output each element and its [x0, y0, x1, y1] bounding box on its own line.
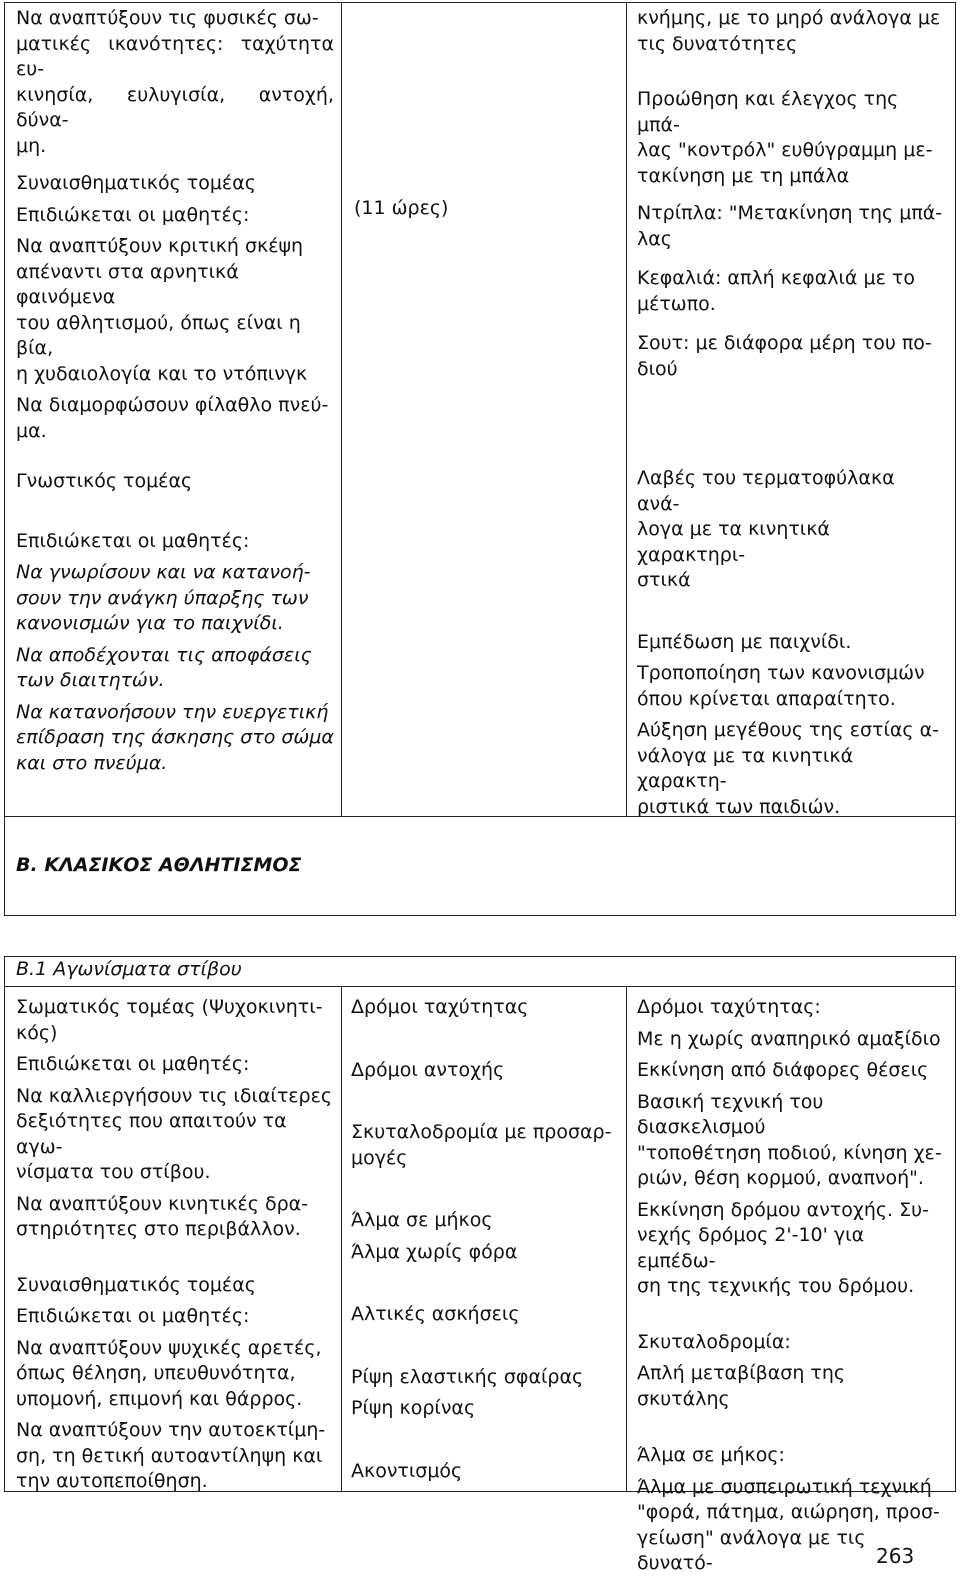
text-line: νεχής δρόμος 2'-10' για εμπέδω-	[637, 1224, 865, 1272]
text-line: μη.	[16, 134, 47, 157]
text-line: ματικές ικανότητες: ταχύτητα ευ-	[16, 32, 334, 80]
text-line: δεξιότητες που απαιτούν τα αγω-	[16, 1110, 287, 1158]
text-line: Σωματικός τομέας (Ψυχοκινητι-	[16, 996, 323, 1018]
text-line: σουν την ανάγκη ύπαρξης των	[16, 586, 309, 609]
text-line: Επιδιώκεται οι μαθητές:	[16, 203, 250, 226]
text-line: Να αναπτύξουν τις φυσικές σω-	[16, 7, 319, 29]
text-line: Ρίψη κορίνας	[351, 1397, 476, 1419]
text-line: την αυτοπεποίθηση.	[16, 1470, 208, 1492]
text-line: Δρόμοι ταχύτητας:	[637, 996, 821, 1018]
table-top-col-divider-2	[626, 2, 627, 817]
table-bottom-col-divider-1	[341, 986, 342, 1492]
text-line: Να καλλιεργήσουν τις ιδιαίτερες	[16, 1084, 333, 1107]
text-line: νάλογα με τα κινητικά χαρακτη-	[637, 744, 854, 792]
text-line: των διαιτητών.	[16, 669, 165, 691]
text-line: Με η χωρίς αναπηρικό αμαξίδιο	[637, 1027, 941, 1050]
text-line: διού	[637, 357, 678, 380]
text-line: γείωση" ανάλογα με τις δυνατό-	[637, 1526, 866, 1574]
text-line: νίσματα του στίβου.	[16, 1161, 211, 1183]
text-line: Βασική τεχνική του διασκελισμού	[637, 1090, 824, 1138]
text-line: Επιδιώκεται οι μαθητές:	[16, 1305, 250, 1327]
text-line: μα.	[16, 419, 47, 442]
text-line: του αθλητισμού, όπως είναι η βία,	[16, 311, 301, 359]
text-line: Συναισθηματικός τομέας	[16, 172, 256, 194]
text-line: Να διαμορφώσουν φίλαθλο πνεύ-	[16, 394, 329, 416]
text-line: Συναισθηματικός τομέας	[16, 1273, 256, 1296]
page-number: 263	[876, 1544, 915, 1568]
text-line: Δρόμοι ταχύτητας	[351, 996, 529, 1018]
text-line: ση, τη θετική αυτοαντίληψη και	[16, 1444, 323, 1467]
table-top-col1	[16, 6, 334, 776]
text-line: Να αναπτύξουν ψυχικές αρετές,	[16, 1336, 322, 1359]
text-line: Άλμα σε μήκος	[351, 1209, 493, 1231]
table-top-col-divider-1	[341, 2, 342, 817]
text-line: Να αναπτύξουν την αυτοεκτίμη-	[16, 1419, 326, 1441]
text-line: Άλμα με συσπειρωτική τεχνική	[637, 1475, 932, 1498]
text-line: Να αναπτύξουν κινητικές δρα-	[16, 1192, 309, 1215]
text-line: Επιδιώκεται οι μαθητές:	[16, 529, 250, 552]
text-line: Εκκίνηση δρόμου αντοχής. Συ-	[637, 1198, 929, 1221]
text-line: Ακοντισμός	[351, 1459, 463, 1482]
duration-label: (11 ώρες)	[354, 197, 449, 219]
text-line: και στο πνεύμα.	[16, 751, 168, 774]
text-line: Λαβές του τερματοφύλακα ανά-	[637, 467, 895, 515]
text-line: όπως θέληση, υπευθυνότητα,	[16, 1362, 296, 1384]
text-line: η χυδαιολογία και το ντόπινγκ	[16, 362, 308, 385]
table-top-col2	[354, 196, 614, 222]
text-line: Δρόμοι αντοχής	[351, 1058, 505, 1081]
text-line: Να κατανοήσουν την ευεργετική	[16, 700, 329, 723]
text-line: στηριότητες στο περιβάλλον.	[16, 1218, 301, 1240]
section-heading: Β. ΚΛΑΣΙΚΟΣ ΑΘΛΗΤΙΣΜΟΣ	[16, 854, 302, 876]
text-line: Γνωστικός τομέας	[16, 470, 193, 492]
table-bottom-col2	[351, 995, 617, 1484]
text-line: όπου κρίνεται απαραίτητο.	[637, 687, 896, 710]
text-line: Ρίψη ελαστικής σφαίρας	[351, 1365, 584, 1388]
text-line: Άλμα σε μήκος:	[637, 1444, 785, 1466]
text-line: τις δυνατότητες	[637, 32, 798, 55]
text-line: Αλτικές ασκήσεις	[351, 1303, 520, 1325]
text-line: Άλμα χωρίς φόρα	[351, 1240, 518, 1263]
text-line: Ντρίπλα: "Μετακίνηση της μπά-	[637, 202, 943, 224]
text-line: Τροποποίηση των κανονισμών	[637, 662, 925, 684]
text-line: λας "κοντρόλ" ευθύγραμμη με-	[637, 139, 933, 161]
text-line: Απλή μεταβίβαση της σκυτάλης	[637, 1362, 846, 1410]
text-line: Αύξηση μεγέθους της εστίας α-	[637, 719, 940, 741]
text-line: απέναντι στα αρνητικά φαινόμενα	[16, 260, 239, 308]
subsection-heading: Β.1 Αγωνίσματα στίβου	[16, 958, 242, 980]
text-line: λογα με τα κινητικά χαρακτηρι-	[637, 518, 830, 566]
text-line: επίδραση της άσκησης στο σώμα	[16, 726, 334, 748]
text-line: Σουτ: με διάφορα μέρη του πο-	[637, 332, 932, 354]
text-line: ριστικά των παιδιών.	[637, 795, 841, 818]
text-line: Προώθηση και έλεγχος της μπά-	[637, 88, 899, 136]
table-bottom-header-divider	[4, 986, 956, 987]
text-line: Σκυταλοδρομία με προσαρ-	[351, 1121, 612, 1143]
text-line: λας	[637, 227, 672, 250]
table-top-col3	[637, 6, 943, 820]
text-line: κός)	[16, 1021, 58, 1044]
text-line: ριών, θέση κορμού, αναπνοή".	[637, 1167, 924, 1189]
text-line: μέτωπο.	[637, 292, 716, 315]
text-line: "φορά, πάτημα, αιώρηση, προσ-	[637, 1501, 940, 1523]
text-line: Κεφαλιά: απλή κεφαλιά με το	[637, 267, 915, 289]
text-line: Εμπέδωση με παιχνίδι.	[637, 630, 852, 653]
text-line: υπομονή, επιμονή και θάρρος.	[16, 1387, 303, 1410]
text-line: Επιδιώκεται οι μαθητές:	[16, 1053, 250, 1075]
text-line: Εκκίνηση από διάφορες θέσεις	[637, 1059, 929, 1081]
text-line: κινησία, ευλυγισία, αντοχή, δύνα-	[16, 83, 334, 131]
table-bottom-col3	[637, 995, 943, 1577]
table-bottom-col-divider-2	[626, 986, 627, 1492]
text-line: στικά	[637, 569, 691, 591]
text-line: κανονισμών για το παιχνίδι.	[16, 612, 284, 634]
text-line: Σκυταλοδρομία:	[637, 1330, 791, 1353]
text-line: Να αναπτύξουν κριτική σκέψη	[16, 235, 304, 257]
text-line: Να γνωρίσουν και να κατανοή-	[16, 561, 311, 583]
text-line: μογές	[351, 1146, 408, 1169]
text-line: "τοποθέτηση ποδιού, κίνηση χε-	[637, 1141, 942, 1164]
text-line: ση της τεχνικής του δρόμου.	[637, 1275, 915, 1297]
text-line: κνήμης, με το μηρό ανάλογα με	[637, 7, 941, 29]
table-bottom-col1	[16, 995, 334, 1495]
text-line: Να αποδέχονται τις αποφάσεις	[16, 643, 312, 666]
text-line: τακίνηση με τη μπάλα	[637, 164, 850, 187]
